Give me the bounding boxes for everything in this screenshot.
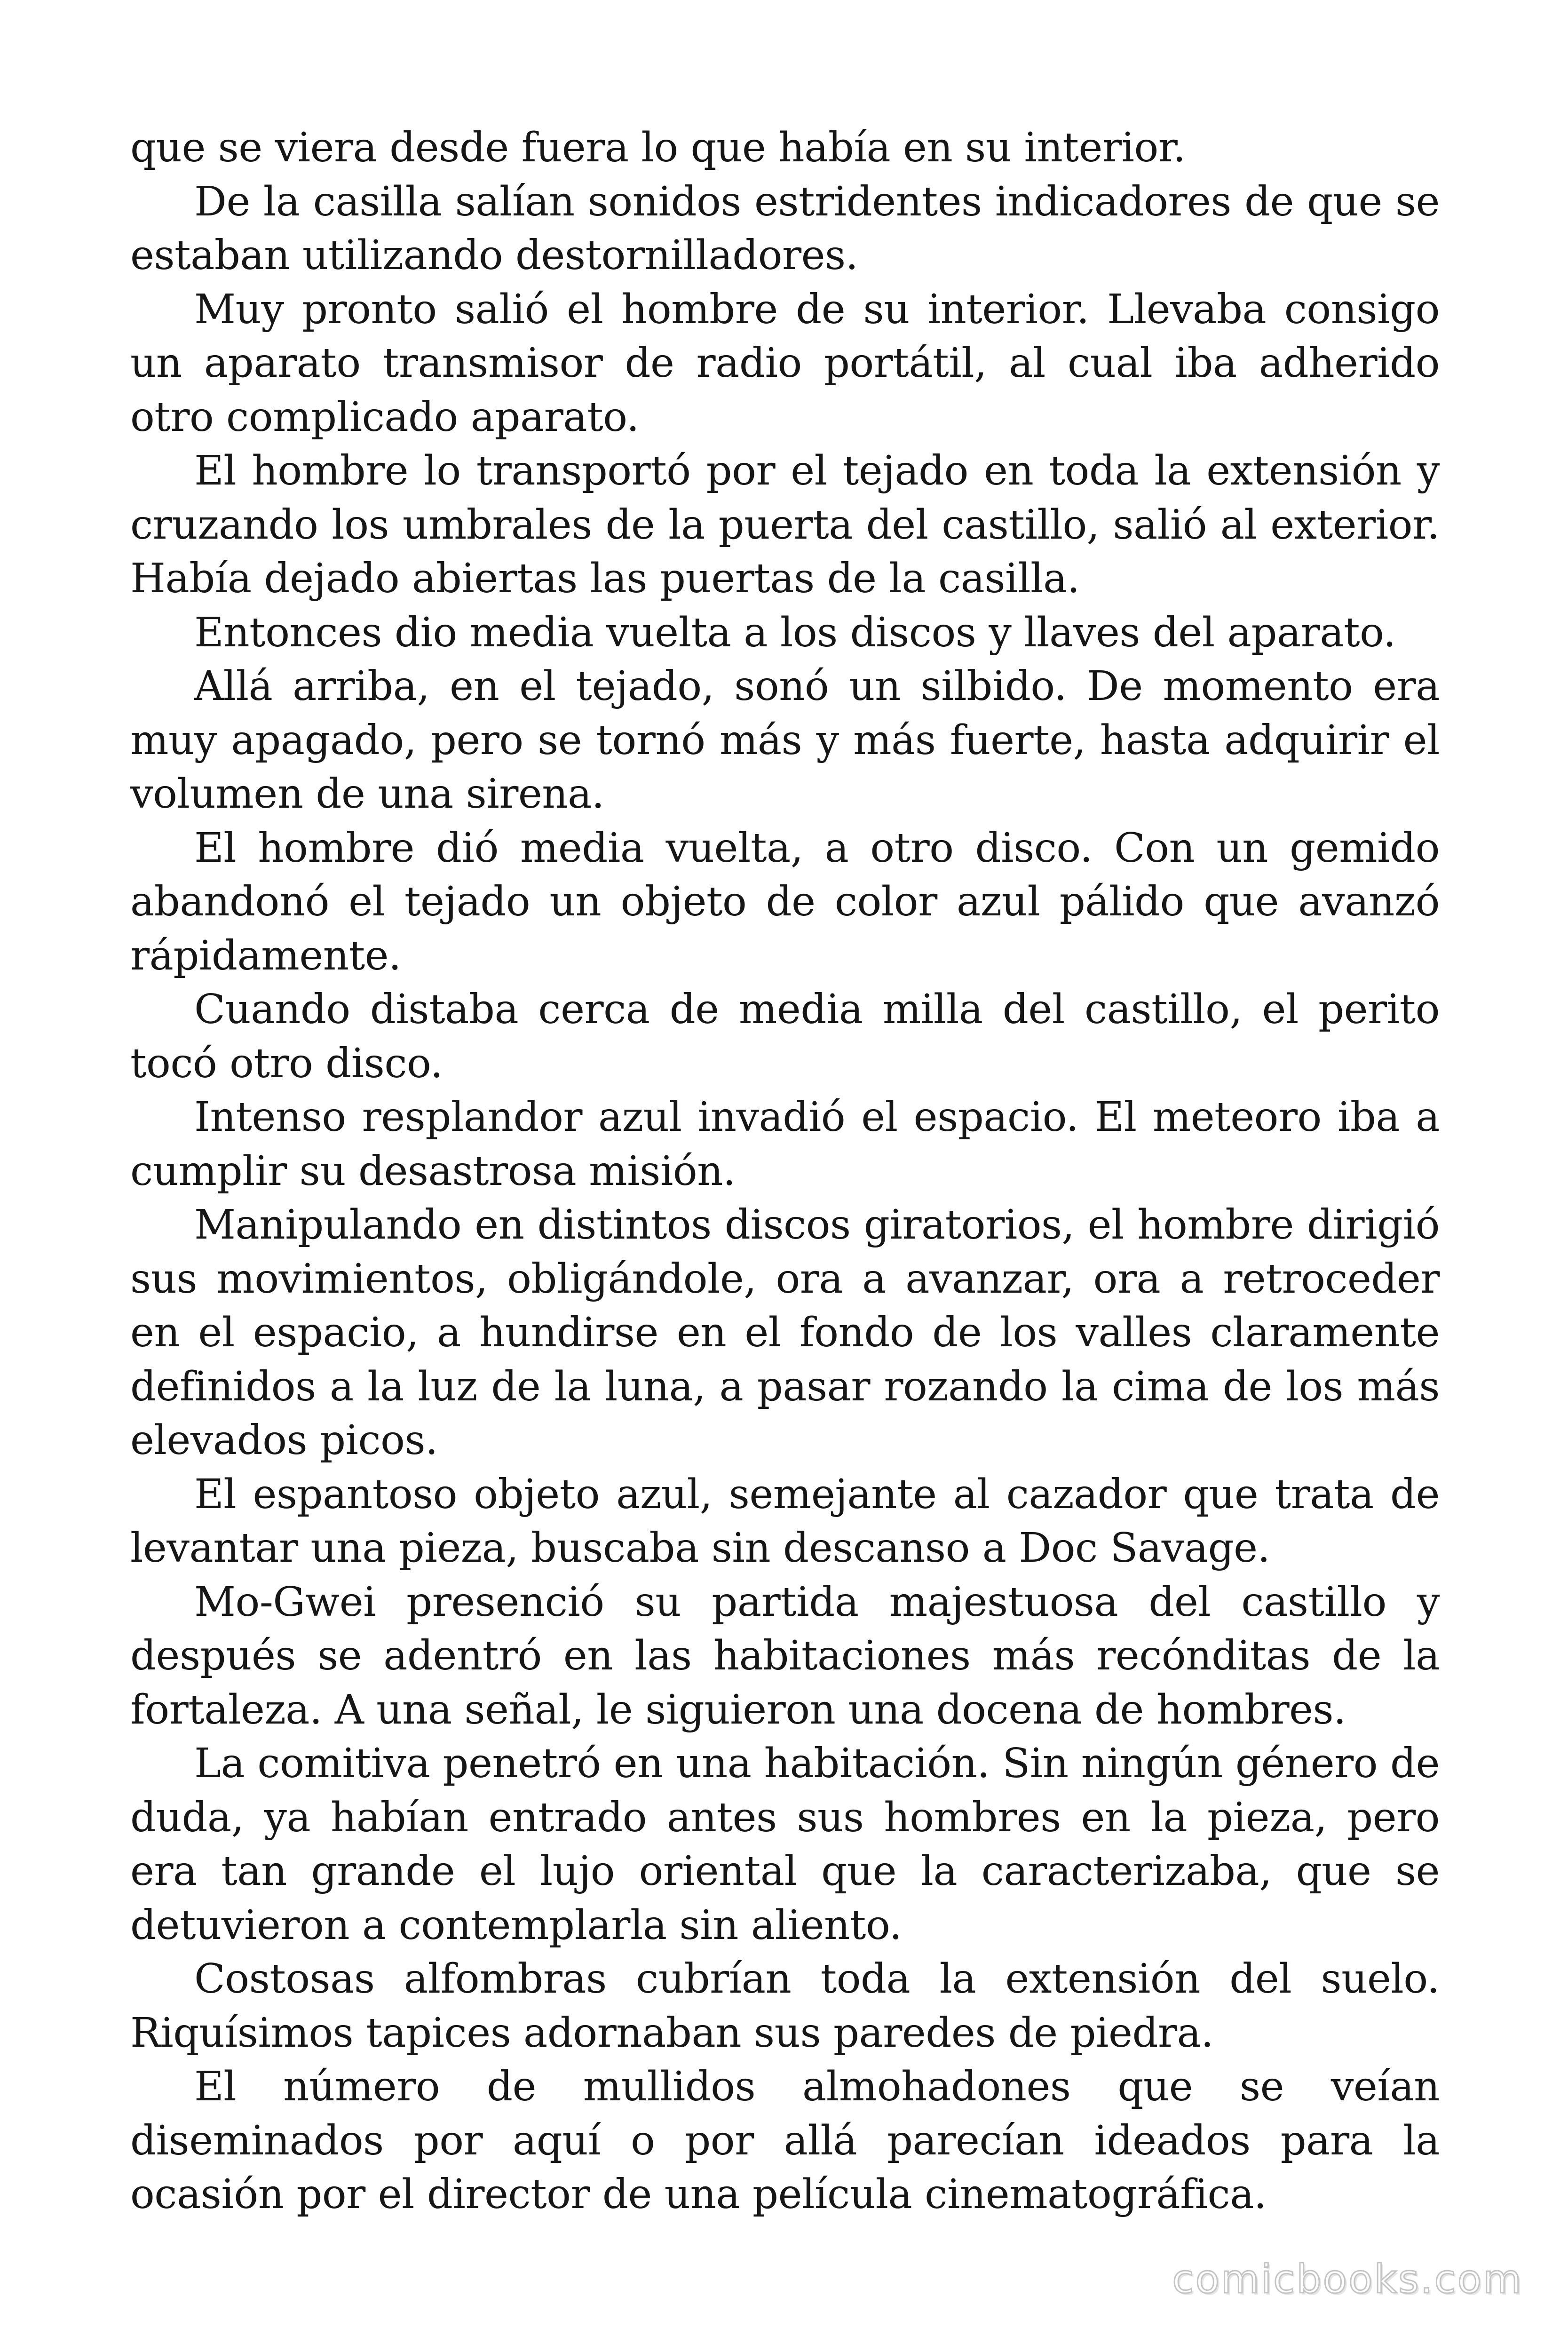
paragraph: Mo-Gwei presenció su partida majestuosa del castillo y después se adentró en las habitaciones más recónditas de la fortaleza. A una señal, le siguieron una docena de hombres.: [130, 1578, 1440, 1733]
paragraph: La comitiva penetró en una habitación. Sin ningún género de duda, ya habían entrado antes sus hombres en la pieza, pero era tan grande el lujo oriental que la caracterizaba, que se detuvieron a contemplarla sin aliento.: [130, 1740, 1440, 1949]
paragraph: El número de mullidos almohadones que se veían diseminados por aquí o por allá parecían ideados para la ocasión por el director de una película cinematográfica.: [130, 2063, 1440, 2218]
paragraph: El espantoso objeto azul, semejante al cazador que trata de levantar una pieza, buscaba sin descanso a Doc Savage.: [130, 1470, 1440, 1572]
paragraph: Allá arriba, en el tejado, sonó un silbido. De momento era muy apagado, pero se tornó más y más fuerte, hasta adquirir el volumen de una sirena.: [130, 663, 1440, 818]
paragraph: Entonces dio media vuelta a los discos y llaves del aparato.: [194, 609, 1396, 656]
page-body-text: [130, 121, 1440, 2222]
paragraph: Manipulando en distintos discos giratorios, el hombre dirigió sus movimientos, obligándole, ora a avanzar, ora a retroceder en el espacio, a hundirse en el fondo de los valles claramente definidos a la luz de la luna, a pasar rozando la cima de los más elevados picos.: [130, 1201, 1440, 1464]
paragraph: De la casilla salían sonidos estridentes indicadores de que se estaban utilizando destornilladores.: [130, 178, 1440, 279]
paragraph: que se viera desde fuera lo que había en su interior.: [130, 124, 1186, 171]
paragraph: El hombre lo transportó por el tejado en toda la extensión y cruzando los umbrales de la puerta del castillo, salió al exterior. Había dejado abiertas las puertas de la casilla.: [130, 447, 1440, 602]
paragraph: Intenso resplandor azul invadió el espacio. El meteoro iba a cumplir su desastrosa misión.: [130, 1094, 1440, 1195]
paragraph: Muy pronto salió el hombre de su interior. Llevaba consigo un aparato transmisor de radio portátil, al cual iba adherido otro complicado aparato.: [130, 286, 1440, 441]
paragraph: Cuando distaba cerca de media milla del castillo, el perito tocó otro disco.: [130, 986, 1440, 1087]
watermark: comicbooks.com: [1172, 2256, 1523, 2302]
paragraph: Costosas alfombras cubrían toda la extensión del suelo. Riquísimos tapices adornaban sus paredes de piedra.: [130, 1955, 1440, 2057]
paragraph: El hombre dió media vuelta, a otro disco. Con un gemido abandonó el tejado un objeto de color azul pálido que avanzó rápidamente.: [130, 824, 1440, 979]
